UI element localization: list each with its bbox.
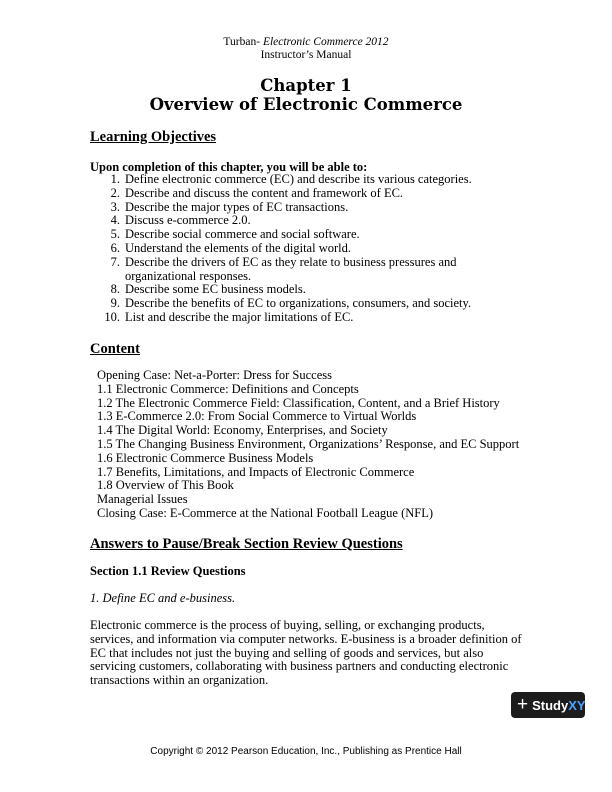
chapter-number: Chapter 1 [260,76,352,95]
answers-heading: Answers to Pause/Break Section Review Questions [90,536,403,552]
objective-item [90,283,490,297]
objective-text: Understand the elements of the digital world. [125,240,351,255]
objective-item [90,311,490,325]
review-answer-text: Electronic commerce is the process of buying, selling, or exchanging products, services, and information via computer networks. E-business is a broader definition of EC that includes not just the buying and selling of goods and services, but also servicing customers, collaborating with business partners and conducting electronic transactions within an organization. [90,618,522,688]
content-item: 1.2 The Electronic Commerce Field: Classification, Content, and a Brief History [97,395,500,410]
content-item: 1.5 The Changing Business Environment, Organizations’ Response, and EC Support [97,436,520,451]
badge-brand-main: Study [532,697,569,713]
header-prefix: Turban- [223,36,263,48]
objective-text: List and describe the major limitations of EC. [125,309,354,324]
objective-text: Describe social commerce and social software. [125,227,360,242]
objective-text: Describe the drivers of EC as they relate to business pressures and organizational responses. [125,254,457,283]
objective-item [90,297,490,311]
objective-number: 7. [110,254,120,269]
review-answer [90,619,530,688]
copyright-footer: Copyright © 2012 Pearson Education, Inc., Publishing as Prentice Hall [150,746,462,757]
objective-number: 2. [110,185,120,200]
running-header-subtitle: Instructor’s Manual [260,49,352,61]
objective-number: 6. [110,240,120,255]
content-list [97,369,519,521]
running-header-title [0,36,612,49]
objective-number: 5. [110,227,120,242]
objective-text: Describe the benefits of EC to organizations, consumers, and society. [125,296,472,311]
objective-item [90,214,490,228]
studyxy-badge[interactable] [511,692,585,718]
content-item: 1.1 Electronic Commerce: Definitions and Concepts [97,381,359,396]
learning-objectives-heading: Learning Objectives [90,129,217,145]
objective-item [90,187,490,201]
learning-objectives-list [90,173,490,325]
objective-number: 4. [110,213,120,228]
objective-item [90,173,490,187]
content-item: 1.7 Benefits, Limitations, and Impacts of Electronic Commerce [97,464,415,479]
objective-number: 9. [110,296,120,311]
header-book-title: Electronic Commerce 2012 [262,36,389,48]
objective-number: 10. [104,309,120,324]
objective-item [90,256,490,284]
objective-item [90,201,490,215]
review-section-title: Section 1.1 Review Questions [90,564,246,578]
plus-icon: + [517,694,529,715]
content-item: 1.8 Overview of This Book [97,478,234,493]
objective-number: 8. [110,282,120,297]
learning-objectives-intro: Upon completion of this chapter, you will be able to: [90,160,368,174]
objective-text: Describe the major types of EC transactions. [125,199,349,214]
objective-text: Define electronic commerce (EC) and describe its various categories. [125,172,472,186]
review-question: 1. Define EC and e-business. [90,591,236,605]
content-item: Closing Case: E-Commerce at the National Football League (NFL) [97,505,434,520]
content-item: 1.3 E-Commerce 2.0: From Social Commerce to Virtual Worlds [97,409,417,424]
objective-number: 1. [110,172,120,186]
content-item: 1.4 The Digital World: Economy, Enterprises, and Society [97,423,388,438]
objective-text: Discuss e-commerce 2.0. [125,213,251,228]
objective-number: 3. [110,199,120,214]
content-item: 1.6 Electronic Commerce Business Models [97,450,314,465]
objective-text: Describe and discuss the content and framework of EC. [125,185,404,200]
badge-brand-accent: XY [568,697,586,713]
content-heading: Content [90,341,140,357]
objective-text: Describe some EC business models. [125,282,306,297]
objective-item [90,242,490,256]
objective-item [90,228,490,242]
chapter-title: Overview of Electronic Commerce [149,95,463,114]
content-item: Opening Case: Net-a-Porter: Dress for Success [97,368,333,382]
content-item: Managerial Issues [97,492,188,507]
